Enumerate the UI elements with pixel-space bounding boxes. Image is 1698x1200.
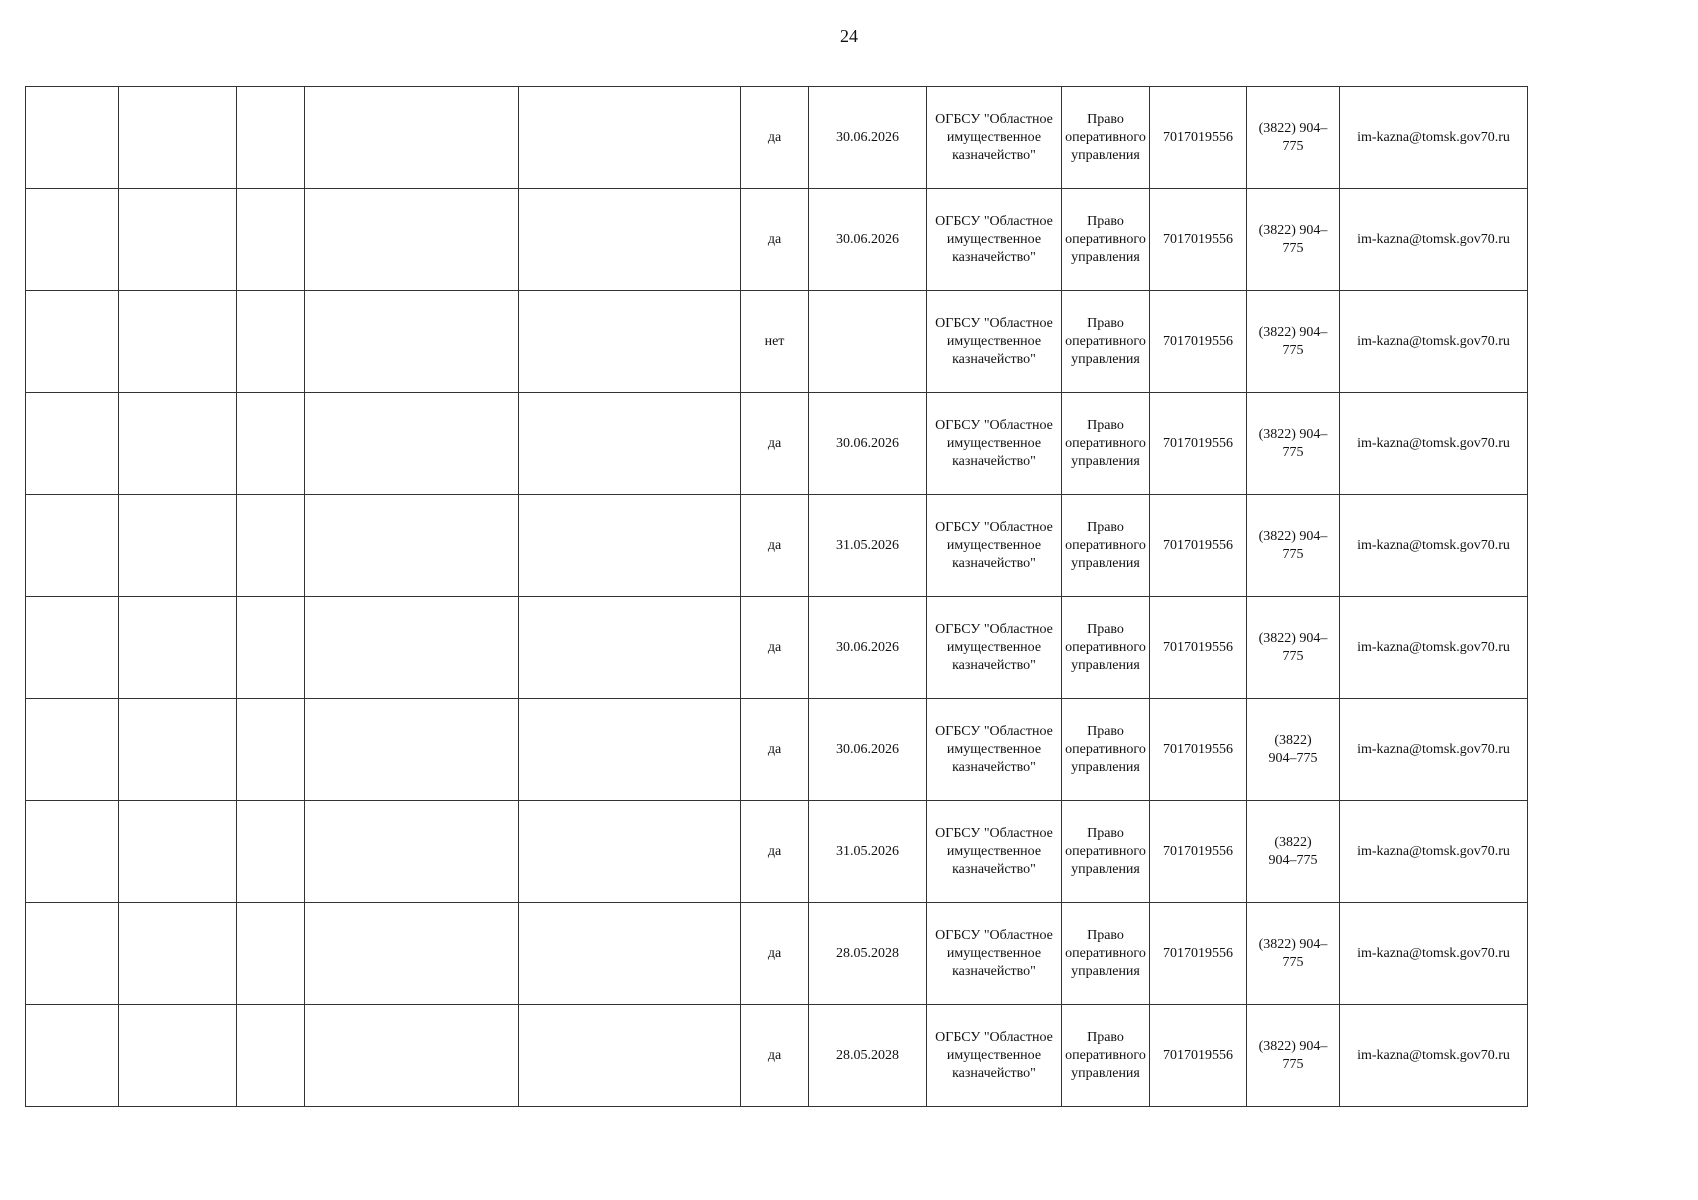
- empty-cell-2: [119, 801, 237, 903]
- inn-cell: 7017019556: [1150, 291, 1247, 393]
- table-row: [26, 1005, 1528, 1107]
- date-cell: 30.06.2026: [809, 87, 927, 189]
- empty-cell-3: [237, 597, 305, 699]
- flag-cell: да: [741, 393, 809, 495]
- flag-cell: да: [741, 597, 809, 699]
- holder-cell: ОГБСУ "Областное имущественное казначейство": [927, 597, 1062, 699]
- holder-cell: ОГБСУ "Областное имущественное казначейство": [927, 495, 1062, 597]
- phone-cell: (3822) 904– 775: [1247, 495, 1340, 597]
- email-cell: im-kazna@tomsk.gov70.ru: [1340, 291, 1528, 393]
- flag-cell: да: [741, 801, 809, 903]
- phone-cell: (3822) 904–775: [1247, 801, 1340, 903]
- flag-cell: да: [741, 87, 809, 189]
- holder-cell: ОГБСУ "Областное имущественное казначейство": [927, 393, 1062, 495]
- empty-cell-4: [305, 189, 519, 291]
- holder-cell: ОГБСУ "Областное имущественное казначейство": [927, 903, 1062, 1005]
- right-type-cell: Право оперативного управления: [1062, 1005, 1150, 1107]
- empty-cell-3: [237, 291, 305, 393]
- empty-cell-1: [26, 87, 119, 189]
- phone-cell: (3822) 904– 775: [1247, 393, 1340, 495]
- flag-cell: нет: [741, 291, 809, 393]
- empty-cell-5: [519, 189, 741, 291]
- date-cell: 30.06.2026: [809, 189, 927, 291]
- empty-cell-1: [26, 903, 119, 1005]
- holder-cell: ОГБСУ "Областное имущественное казначейство": [927, 1005, 1062, 1107]
- empty-cell-1: [26, 1005, 119, 1107]
- empty-cell-4: [305, 597, 519, 699]
- date-cell: 30.06.2026: [809, 699, 927, 801]
- email-cell: im-kazna@tomsk.gov70.ru: [1340, 495, 1528, 597]
- empty-cell-1: [26, 597, 119, 699]
- right-type-cell: Право оперативного управления: [1062, 699, 1150, 801]
- table-row: [26, 903, 1528, 1005]
- table-row: [26, 699, 1528, 801]
- empty-cell-2: [119, 903, 237, 1005]
- empty-cell-2: [119, 87, 237, 189]
- flag-cell: да: [741, 699, 809, 801]
- empty-cell-3: [237, 495, 305, 597]
- email-cell: im-kazna@tomsk.gov70.ru: [1340, 87, 1528, 189]
- empty-cell-4: [305, 495, 519, 597]
- email-cell: im-kazna@tomsk.gov70.ru: [1340, 597, 1528, 699]
- empty-cell-5: [519, 87, 741, 189]
- empty-cell-5: [519, 393, 741, 495]
- date-cell: [809, 291, 927, 393]
- date-cell: 30.06.2026: [809, 597, 927, 699]
- empty-cell-5: [519, 1005, 741, 1107]
- right-type-cell: Право оперативного управления: [1062, 495, 1150, 597]
- table-row: [26, 189, 1528, 291]
- table-row: [26, 87, 1528, 189]
- empty-cell-3: [237, 189, 305, 291]
- phone-cell: (3822) 904– 775: [1247, 1005, 1340, 1107]
- flag-cell: да: [741, 495, 809, 597]
- empty-cell-4: [305, 699, 519, 801]
- holder-cell: ОГБСУ "Областное имущественное казначейство": [927, 699, 1062, 801]
- right-type-cell: Право оперативного управления: [1062, 597, 1150, 699]
- empty-cell-4: [305, 87, 519, 189]
- empty-cell-1: [26, 495, 119, 597]
- empty-cell-2: [119, 393, 237, 495]
- phone-cell: (3822) 904– 775: [1247, 597, 1340, 699]
- inn-cell: 7017019556: [1150, 495, 1247, 597]
- empty-cell-1: [26, 189, 119, 291]
- empty-cell-1: [26, 699, 119, 801]
- empty-cell-4: [305, 801, 519, 903]
- inn-cell: 7017019556: [1150, 189, 1247, 291]
- empty-cell-3: [237, 87, 305, 189]
- inn-cell: 7017019556: [1150, 87, 1247, 189]
- email-cell: im-kazna@tomsk.gov70.ru: [1340, 699, 1528, 801]
- inn-cell: 7017019556: [1150, 1005, 1247, 1107]
- empty-cell-4: [305, 393, 519, 495]
- flag-cell: да: [741, 1005, 809, 1107]
- empty-cell-3: [237, 393, 305, 495]
- right-type-cell: Право оперативного управления: [1062, 801, 1150, 903]
- phone-cell: (3822) 904–775: [1247, 699, 1340, 801]
- inn-cell: 7017019556: [1150, 801, 1247, 903]
- phone-cell: (3822) 904– 775: [1247, 87, 1340, 189]
- phone-cell: (3822) 904– 775: [1247, 903, 1340, 1005]
- holder-cell: ОГБСУ "Областное имущественное казначейство": [927, 87, 1062, 189]
- empty-cell-5: [519, 597, 741, 699]
- right-type-cell: Право оперативного управления: [1062, 903, 1150, 1005]
- empty-cell-1: [26, 291, 119, 393]
- empty-cell-5: [519, 699, 741, 801]
- empty-cell-4: [305, 903, 519, 1005]
- table-row: [26, 495, 1528, 597]
- right-type-cell: Право оперативного управления: [1062, 393, 1150, 495]
- empty-cell-5: [519, 801, 741, 903]
- email-cell: im-kazna@tomsk.gov70.ru: [1340, 393, 1528, 495]
- date-cell: 31.05.2026: [809, 495, 927, 597]
- email-cell: im-kazna@tomsk.gov70.ru: [1340, 189, 1528, 291]
- date-cell: 31.05.2026: [809, 801, 927, 903]
- right-type-cell: Право оперативного управления: [1062, 87, 1150, 189]
- inn-cell: 7017019556: [1150, 699, 1247, 801]
- empty-cell-2: [119, 1005, 237, 1107]
- table-row: [26, 393, 1528, 495]
- email-cell: im-kazna@tomsk.gov70.ru: [1340, 903, 1528, 1005]
- empty-cell-3: [237, 699, 305, 801]
- empty-cell-1: [26, 801, 119, 903]
- date-cell: 28.05.2028: [809, 1005, 927, 1107]
- empty-cell-5: [519, 291, 741, 393]
- empty-cell-2: [119, 495, 237, 597]
- holder-cell: ОГБСУ "Областное имущественное казначейство": [927, 291, 1062, 393]
- holder-cell: ОГБСУ "Областное имущественное казначейство": [927, 801, 1062, 903]
- empty-cell-1: [26, 393, 119, 495]
- date-cell: 30.06.2026: [809, 393, 927, 495]
- empty-cell-4: [305, 1005, 519, 1107]
- flag-cell: да: [741, 903, 809, 1005]
- empty-cell-4: [305, 291, 519, 393]
- property-table: [25, 86, 1528, 1107]
- date-cell: 28.05.2028: [809, 903, 927, 1005]
- phone-cell: (3822) 904– 775: [1247, 189, 1340, 291]
- table-body: [26, 87, 1528, 1107]
- empty-cell-2: [119, 291, 237, 393]
- inn-cell: 7017019556: [1150, 393, 1247, 495]
- empty-cell-5: [519, 495, 741, 597]
- inn-cell: 7017019556: [1150, 597, 1247, 699]
- empty-cell-2: [119, 699, 237, 801]
- empty-cell-3: [237, 1005, 305, 1107]
- email-cell: im-kazna@tomsk.gov70.ru: [1340, 801, 1528, 903]
- table-row: [26, 801, 1528, 903]
- empty-cell-3: [237, 801, 305, 903]
- page-number: 24: [840, 26, 858, 46]
- right-type-cell: Право оперативного управления: [1062, 291, 1150, 393]
- email-cell: im-kazna@tomsk.gov70.ru: [1340, 1005, 1528, 1107]
- table-row: [26, 597, 1528, 699]
- flag-cell: да: [741, 189, 809, 291]
- empty-cell-3: [237, 903, 305, 1005]
- empty-cell-5: [519, 903, 741, 1005]
- empty-cell-2: [119, 189, 237, 291]
- table-row: [26, 291, 1528, 393]
- holder-cell: ОГБСУ "Областное имущественное казначейство": [927, 189, 1062, 291]
- empty-cell-2: [119, 597, 237, 699]
- right-type-cell: Право оперативного управления: [1062, 189, 1150, 291]
- phone-cell: (3822) 904– 775: [1247, 291, 1340, 393]
- inn-cell: 7017019556: [1150, 903, 1247, 1005]
